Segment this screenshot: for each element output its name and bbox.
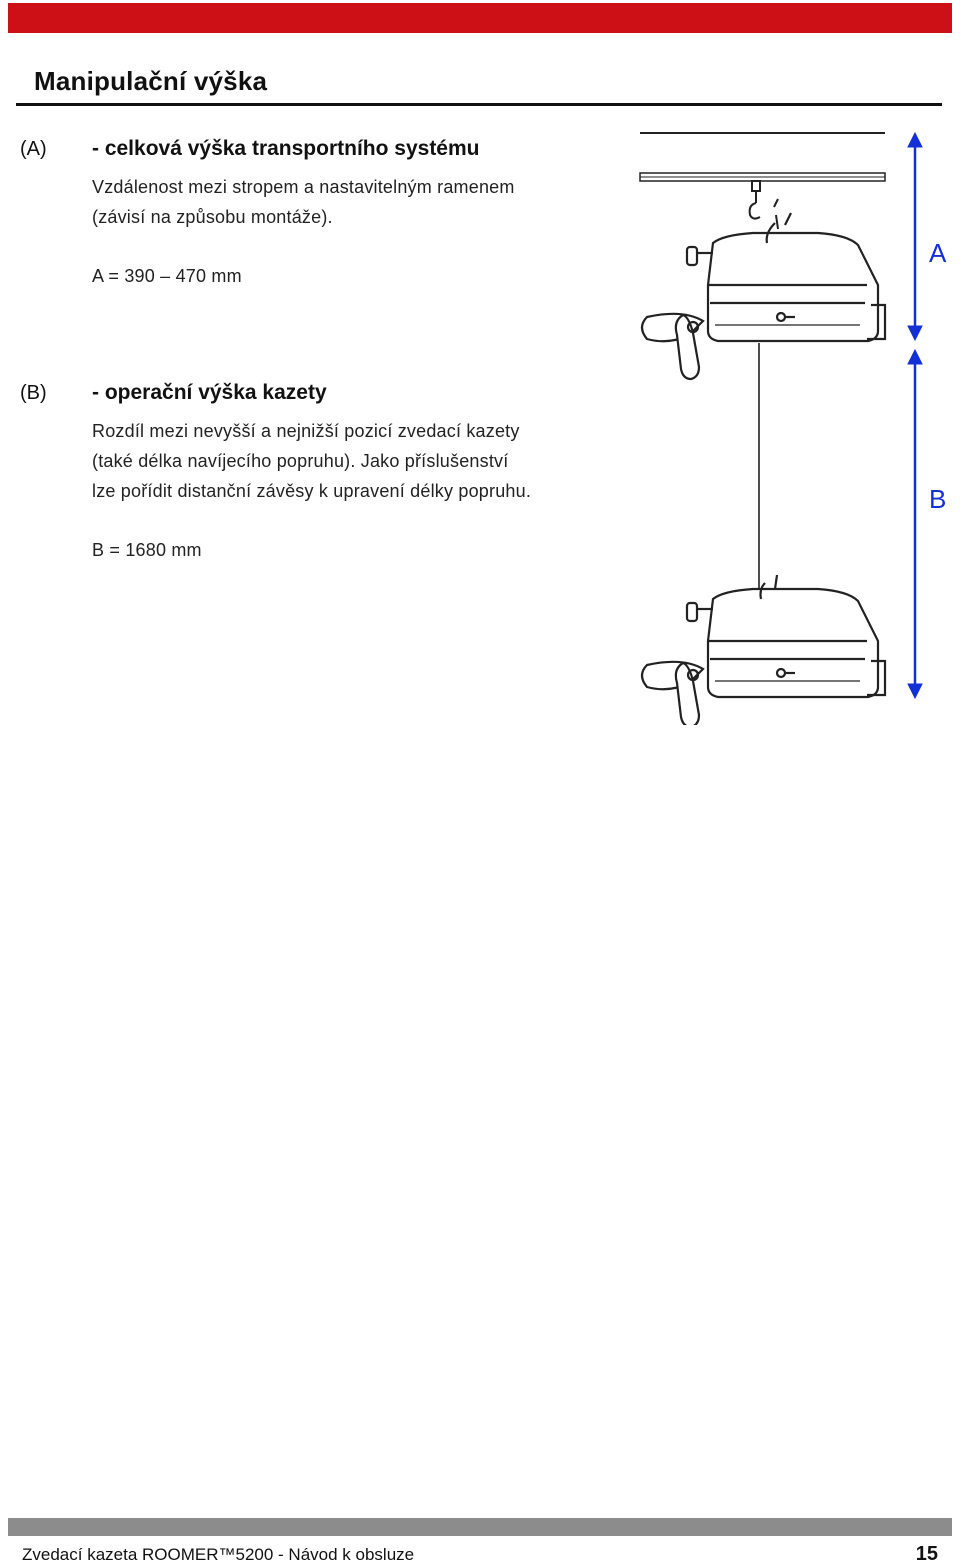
section-a-heading: - celková výška transportního systému — [92, 137, 480, 160]
page-number: 15 — [915, 1543, 938, 1565]
lift-unit-bottom-icon — [642, 575, 885, 725]
page-title: Manipulační výška — [34, 66, 268, 96]
section-b-line-3: lze pořídit distanční závěsy k upravení délky popruhu. — [92, 481, 532, 501]
title-divider — [16, 103, 942, 106]
footer-bar — [8, 1518, 952, 1536]
section-b-line-1: Rozdíl mezi nevyšší a nejnižší pozicí zvedací kazety — [92, 421, 520, 441]
section-a-value: A = 390 – 470 mm — [92, 266, 242, 286]
top-accent-bar — [8, 3, 952, 33]
dimension-label-a: A — [929, 238, 947, 268]
section-a-line-1: Vzdálenost mezi stropem a nastavitelným ramenem — [92, 177, 515, 197]
lift-height-diagram — [635, 125, 955, 725]
lift-unit-top-icon — [642, 213, 885, 379]
footer-document-title: Zvedací kazeta ROOMER™5200 - Návod k obsluze — [22, 1545, 415, 1564]
hook-icon — [750, 181, 778, 229]
section-b-line-2: (také délka navíjecího popruhu). Jako příslušenství — [92, 451, 509, 471]
section-b-heading: - operační výška kazety — [92, 381, 327, 404]
section-b-label: (B) — [20, 382, 47, 404]
section-a-label: (A) — [20, 138, 47, 160]
section-a-line-2: (závisí na způsobu montáže). — [92, 207, 333, 227]
dimension-label-b: B — [929, 484, 947, 514]
section-b-value: B = 1680 mm — [92, 540, 202, 560]
dimension-arrow-a — [908, 133, 922, 340]
dimension-arrow-b — [908, 350, 922, 698]
